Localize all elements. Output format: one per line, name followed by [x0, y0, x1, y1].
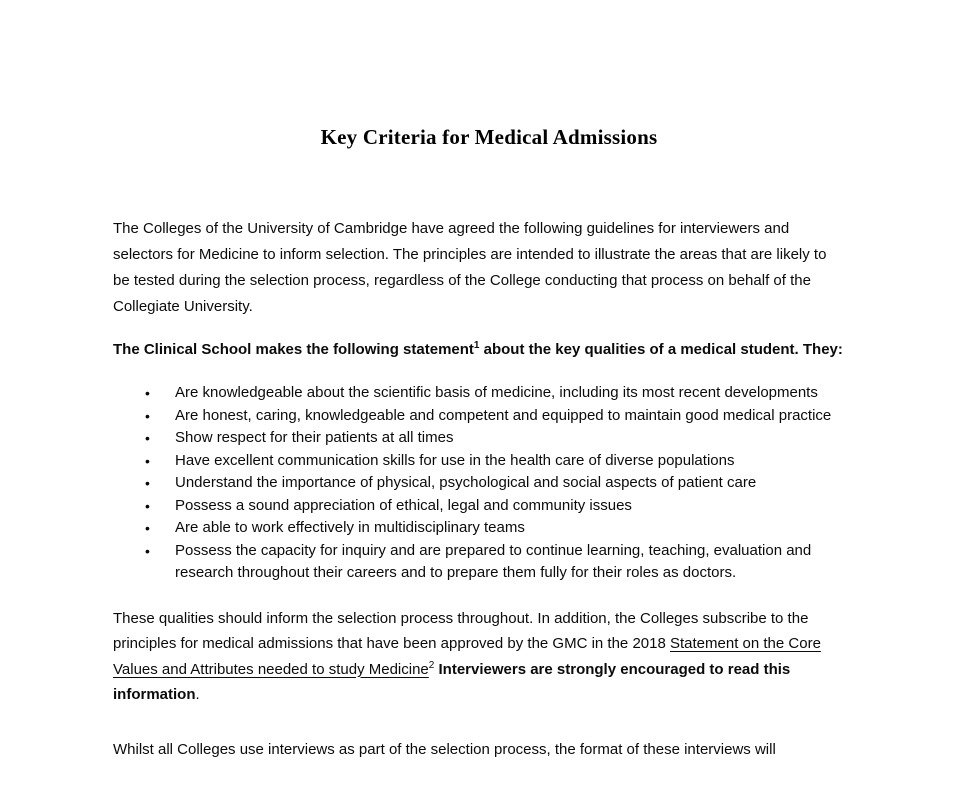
- list-item-text: Possess a sound appreciation of ethical, legal and community issues: [175, 496, 632, 514]
- bullet-icon: •: [145, 452, 150, 469]
- intro-paragraph: The Colleges of the University of Cambridge have agreed the following guidelines for interviewers and selectors for Medicine to inform selection. The principles are intended to illustrate the areas that are likely to be tested during the selection process, regardless of the College conducting that process on behalf of the Collegiate University.: [113, 220, 827, 316]
- list-item-text: Are able to work effectively in multidisciplinary teams: [175, 519, 525, 537]
- closing-text: These qualities should inform the selection process throughout. In addition, the Colleges subscribe to the principles for medical admissions that have been approved by the GMC in the 2018: [113, 609, 809, 653]
- list-item: [113, 495, 865, 518]
- bullet-icon: •: [145, 407, 150, 424]
- clipped-next-paragraph: Whilst all Colleges use interviews as part of the selection process, the format of these interviews will: [113, 740, 776, 758]
- core-values-statement-link[interactable]: Statement on the Core Values and Attributes needed to study Medicine: [113, 635, 821, 678]
- list-item-text: Show respect for their patients at all times: [175, 429, 454, 447]
- page-title: Key Criteria for Medical Admissions: [320, 125, 658, 150]
- list-item: [113, 427, 865, 450]
- bullet-icon: •: [145, 430, 150, 447]
- list-item-text: Possess the capacity for inquiry and are prepared to continue learning, teaching, evaluation and research throughout their careers and to prepare them fully for their roles as doctors.: [175, 541, 812, 582]
- bullet-icon: •: [145, 542, 150, 559]
- footnote-marker-2: 2: [428, 659, 435, 671]
- qualities-bullet-list: [113, 382, 865, 585]
- footnote-marker-1: 1: [473, 340, 480, 352]
- closing-bold-text: Interviewers are strongly encouraged to read this information: [113, 660, 791, 704]
- list-item: [113, 540, 865, 585]
- list-item: [113, 450, 865, 473]
- list-item: [113, 472, 865, 495]
- statement-bold-text-after: about the key qualities of a medical student. They:: [479, 341, 843, 359]
- list-item-text: Have excellent communication skills for use in the health care of diverse populations: [175, 451, 735, 469]
- closing-paragraph: [113, 606, 865, 708]
- list-item-text: Are honest, caring, knowledgeable and competent and equipped to maintain good medical practice: [175, 406, 832, 424]
- statement-bold-text: The Clinical School makes the following statement: [113, 341, 474, 359]
- statement-paragraph: [113, 338, 865, 362]
- bullet-icon: •: [145, 497, 150, 514]
- list-item: [113, 382, 865, 405]
- list-item: [113, 517, 865, 540]
- bullet-icon: •: [145, 475, 150, 492]
- list-item-text: Are knowledgeable about the scientific basis of medicine, including its most recent developments: [175, 384, 818, 402]
- bullet-icon: •: [145, 385, 150, 402]
- list-item-text: Understand the importance of physical, psychological and social aspects of patient care: [175, 474, 757, 492]
- bullet-icon: •: [145, 520, 150, 537]
- content-column: [113, 0, 865, 777]
- closing-period: .: [195, 686, 200, 704]
- list-item: [113, 405, 865, 428]
